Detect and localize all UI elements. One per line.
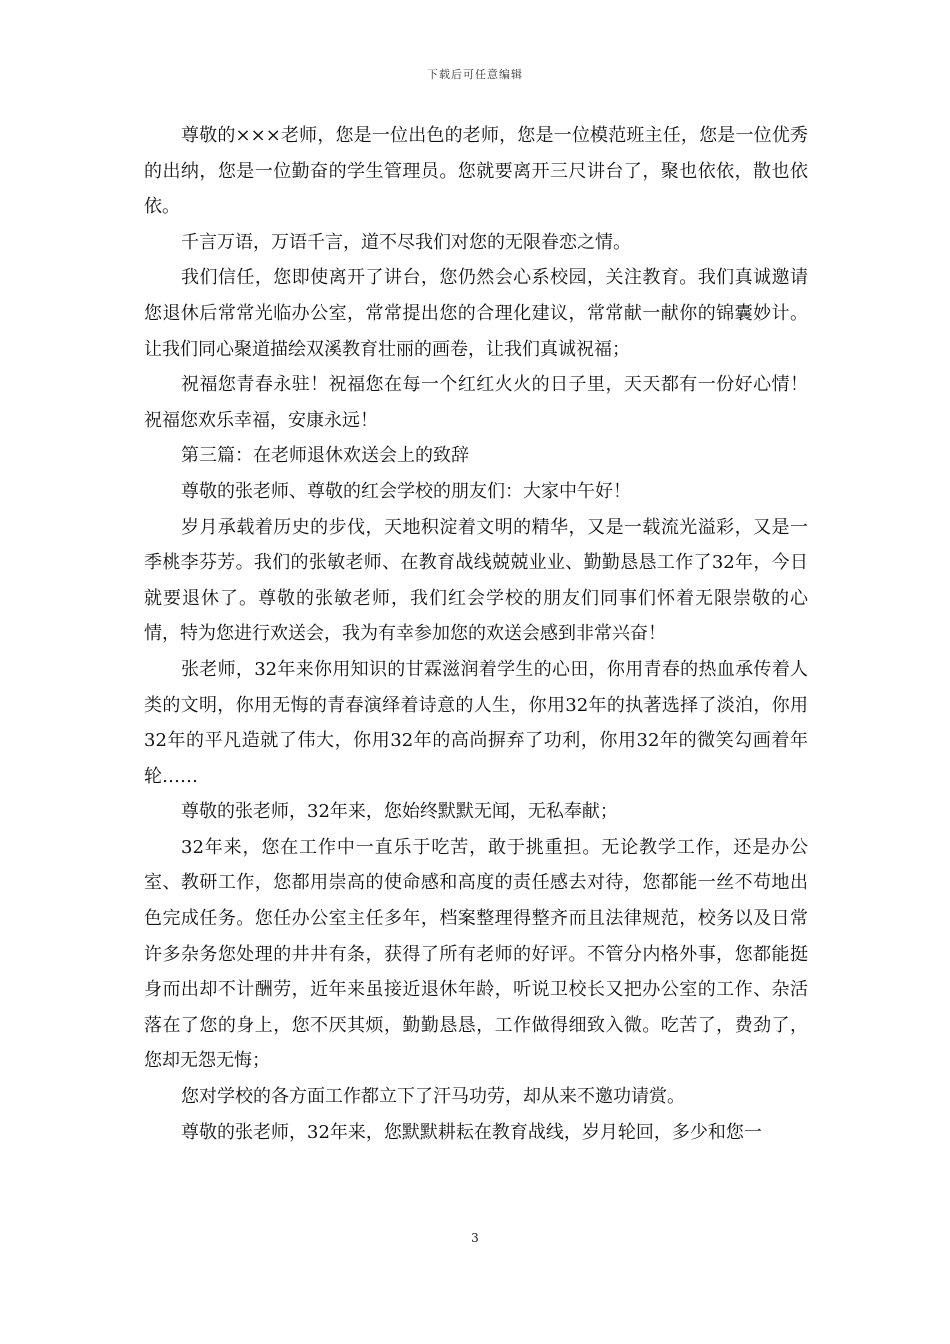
paragraph-2: 千言万语，万语千言，道不尽我们对您的无限眷恋之情。 — [181, 231, 631, 253]
paragraph-3: 我们信任，您即使离开了讲台，您仍然会心系校园，关注教育。我们真诚邀请您退休后常常光临办公室，常常提出您的合理化建议，常常献一献你的锦囊妙计。让我们同心聚道描绘双溪教育壮丽的画卷，让我们真诚祝福； — [144, 267, 808, 360]
paragraph-10: 尊敬的张老师，32年来，您默默耕耘在教育战线，岁月轮回，多少和您一 — [181, 1121, 762, 1143]
paragraph-5: 岁月承载着历史的步伐，天地积淀着文明的精华，又是一载流光溢彩，又是一季桃李芬芳。我们的张敏老师、在教育战线兢兢业业、勤勤恳恳工作了32年，今日就要退休了。尊敬的张敏老师，我们红会学校的朋友们同事们怀着无限崇敬的心情，特为您进行欢送会，我为有幸参加您的欢送会感到非常兴奋！ — [144, 516, 808, 645]
document-body — [144, 118, 808, 1150]
section-heading: 第三篇：在老师退休欢送会上的致辞 — [181, 445, 469, 467]
paragraph-8: 32年来，您在工作中一直乐于吃苦，敢于挑重担。无论教学工作，还是办公室、教研工作，您都用崇高的使命感和高度的责任感去对待，您都能一丝不苟地出色完成任务。您任办公室主任多年，档案整理得整齐而且法律规范，校务以及日常许多杂务您处理的井井有条，获得了所有老师的好评。不管分内格外事，您都能挺身而出却不计酬劳，近年来虽接近退休年龄，听说卫校长又把办公室的工作、杂活落在了您的身上，您不厌其烦，勤勤恳恳，工作做得细致入微。吃苦了，费劲了，您却无怨无悔； — [144, 836, 808, 1072]
page-header: 下载后可任意编辑 — [427, 68, 523, 81]
paragraph-9: 您对学校的各方面工作都立下了汗马功劳，却从来不邀功请赏。 — [181, 1086, 685, 1108]
paragraph-7: 尊敬的张老师，32年来，您始终默默无闻，无私奉献； — [181, 801, 618, 823]
paragraph-6: 张老师，32年来你用知识的甘霖滋润着学生的心田，你用青春的热血承传着人类的文明，你用无悔的青春演绎着诗意的人生，你用32年的执著选择了淡泊，你用32年的平凡造就了伟大，你用32年的高尚摒弃了功利，你用32年的微笑勾画着年轮…… — [144, 658, 808, 787]
paragraph-1: 尊敬的×××老师，您是一位出色的老师，您是一位模范班主任，您是一位优秀的出纳，您是一位勤奋的学生管理员。您就要离开三尺讲台了，聚也依依，散也依依。 — [144, 125, 808, 218]
page-number: 3 — [471, 1231, 479, 1245]
salutation: 尊敬的张老师、尊敬的红会学校的朋友们：大家中午好！ — [181, 480, 631, 502]
paragraph-4: 祝福您青春永驻！祝福您在每一个红红火火的日子里，天天都有一份好心情！祝福您欢乐幸福，安康永远！ — [144, 374, 808, 431]
